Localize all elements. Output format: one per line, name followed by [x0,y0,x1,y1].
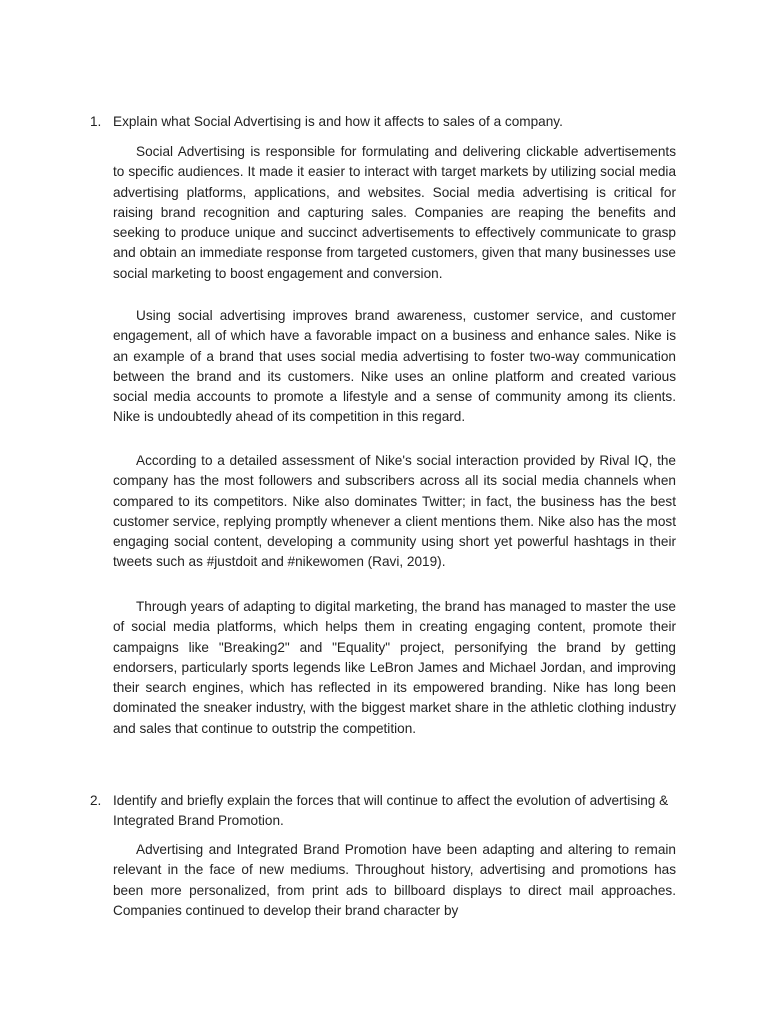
question-text: Explain what Social Advertising is and how it affects to sales of a company. [113,114,563,129]
answer-paragraph: According to a detailed assessment of Nike's social interaction provided by Rival IQ, the company has the most followers and subscribers across all its social media channels when compared to its competitors. Nike also dominates Twitter; in fact, the business has the best customer service, replying promptly whenever a client mentions them. Nike also has the most engaging social content, developing a community using short yet powerful hashtags in their tweets such as #justdoit and #nikewomen (Ravi, 2019). [113,453,676,570]
answer-paragraph: Using social advertising improves brand awareness, customer service, and customer engagement, all of which have a favorable impact on a business and enhance sales. Nike is an example of a brand that uses social media advertising to foster two-way communication between the brand and its customers. Nike uses an online platform and created various social media accounts to promote a lifestyle and a sense of community among its clients. Nike is undoubtedly ahead of its competition in this regard. [113,308,676,425]
answer-paragraph: Through years of adapting to digital marketing, the brand has managed to master the use of social media platforms, which helps them in creating engaging content, promote their campaigns like "Breaking2" and "Equality" project, personifying the brand by getting endorsers, particularly sports legends like LeBron James and Michael Jordan, and improving their search engines, which has reflected in its empowered branding. Nike has long been dominated the sneaker industry, with the biggest market share in the athletic clothing industry and sales that continue to outstrip the competition. [113,599,676,736]
question-1 [90,112,690,132]
answer-paragraph: Social Advertising is responsible for formulating and delivering clickable advertisements to specific audiences. It made it easier to interact with target markets by utilizing social media advertising platforms, applications, and websites. Social media advertising is critical for raising brand recognition and capturing sales. Companies are reaping the benefits and seeking to produce unique and succinct advertisements to effectively communicate to grasp and obtain an immediate response from targeted customers, given that many businesses use social marketing to boost engagement and conversion. [113,144,676,281]
question-number: 2. [90,793,102,808]
answer-paragraph: Advertising and Integrated Brand Promotion have been adapting and altering to remain relevant in the face of new mediums. Throughout history, advertising and promotions has been more personalized, from print ads to billboard displays to direct mail approaches. Companies continued to develop their brand character by [113,842,676,918]
question-2 [90,791,690,830]
question-number: 1. [90,114,102,129]
question-text: Identify and briefly explain the forces that will continue to affect the evolution of advertising & Integrated Brand Promotion. [113,793,669,828]
